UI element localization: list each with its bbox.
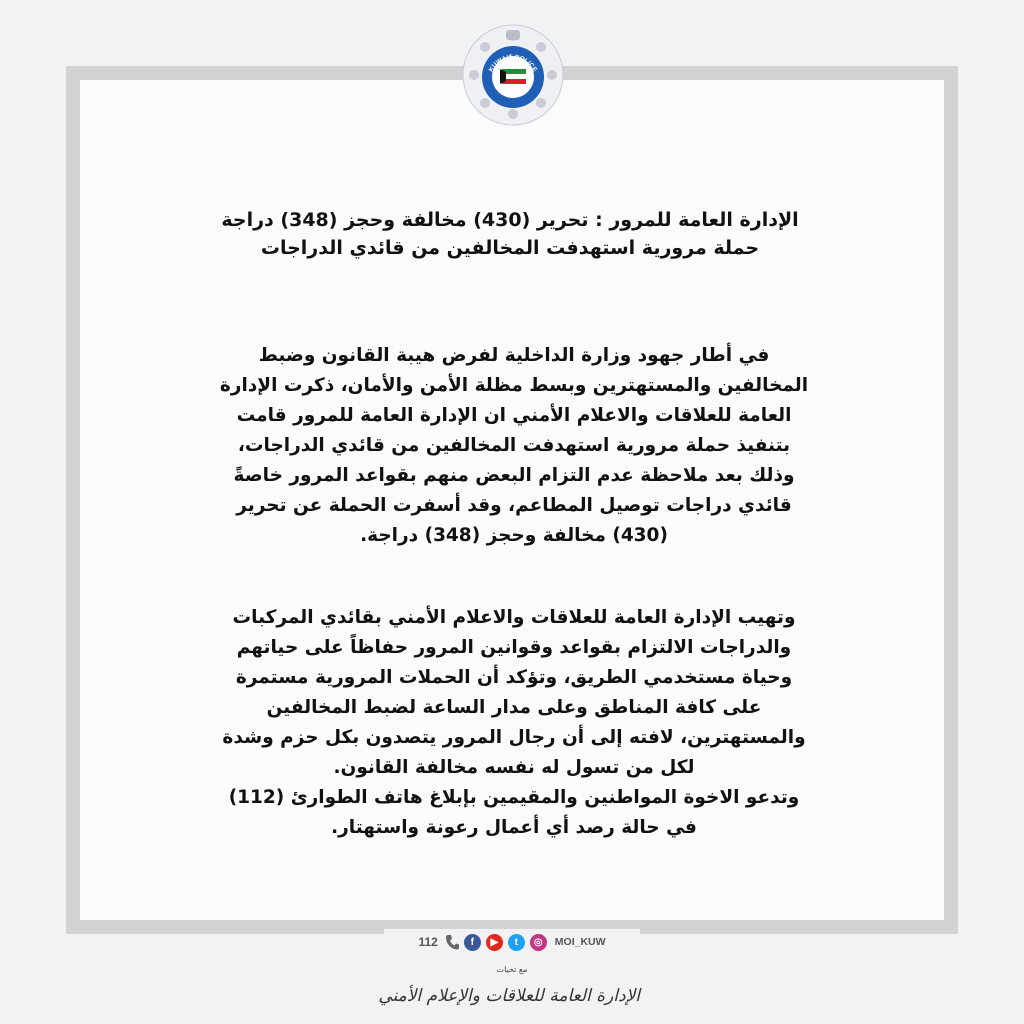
text-line: وتدعو الاخوة المواطنين والمقيمين بإبلاغ هاتف الطوارئ (112) [228, 787, 800, 808]
text-line: وذلك بعد ملاحظة عدم التزام البعض منهم بقواعد المرور خاصةً [233, 465, 795, 486]
text-line: العامة للعلاقات والاعلام الأمني ان الإدارة العامة للمرور قامت [236, 405, 792, 426]
department-signature: الإدارة العامة للعلاقات والإعلام الأمني [378, 986, 640, 1006]
text-line: (430) مخالفة وحجز (348) دراجة. [360, 525, 668, 546]
text-line: بتنفيذ حملة مرورية استهدفت المخالفين من قائدي الدراجات، [237, 435, 791, 456]
headline-line-1: الإدارة العامة للمرور : تحرير (430) مخالفة وحجز (348) دراجة [221, 209, 799, 231]
text-line: والدراجات الالتزام بقواعد وقوانين المرور حفاظاً على حياتهم [236, 637, 792, 658]
text-line: والمستهترين، لافته إلى أن رجال المرور يتصدون بكل حزم وشدة [222, 727, 806, 748]
text-line: وتهيب الإدارة العامة للعلاقات والاعلام الأمني بقائدي المركبات [232, 607, 796, 628]
text-line: في حالة رصد أي أعمال رعونة واستهتار. [331, 817, 697, 838]
social-footer [384, 929, 640, 955]
text-line: في أطار جهود وزارة الداخلية لفرض هيبة القانون وضبط [258, 345, 770, 366]
text-line: لكل من تسول له نفسه مخالفة القانون. [333, 757, 695, 778]
instagram-icon[interactable]: ◎ [530, 934, 547, 951]
text-line: وحياة مستخدمي الطريق، وتؤكد أن الحملات المرورية مستمرة [235, 667, 793, 688]
paragraph-2 [150, 603, 878, 843]
emergency-number: 112 [418, 935, 438, 949]
youtube-icon[interactable]: ▶ [486, 934, 503, 951]
greeting-text: مع تحيات [496, 965, 528, 974]
svg-text:KUWAIT POLICE: KUWAIT POLICE [487, 53, 539, 74]
phone-icon [445, 934, 459, 950]
facebook-icon[interactable]: f [464, 934, 481, 951]
headline [150, 206, 870, 262]
text-line: المخالفين والمستهترين وبسط مظلة الأمن والأمان، ذكرت الإدارة [219, 375, 809, 396]
kuwait-police-logo [462, 24, 564, 126]
headline-line-2: حملة مرورية استهدفت المخالفين من قائدي الدراجات [260, 237, 760, 259]
text-line: قائدي دراجات توصيل المطاعم، وقد أسفرت الحملة عن تحرير [236, 495, 792, 516]
paragraph-1 [150, 341, 878, 551]
social-handle[interactable]: MOI_KUW [554, 936, 606, 948]
twitter-icon[interactable]: t [508, 934, 525, 951]
text-line: على كافة المناطق وعلى مدار الساعة لضبط المخالفين [266, 697, 762, 718]
